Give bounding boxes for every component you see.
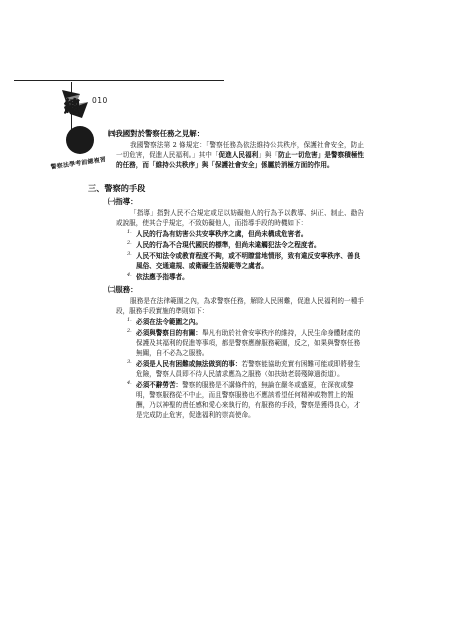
- service-paragraph: 服務是在法律範圍之內，為求警察任務，解除人民困難，促進人民福利的一種手段，服務手段實施的準則如下：: [116, 297, 364, 315]
- brand-subtitle: 警察法學考前總複習: [50, 156, 107, 171]
- list-item: 1. 必須在法令範圍之內。: [127, 317, 202, 326]
- sub-section-paragraph: 我國警察法第 2 條規定：「警察任務為依法維持公共秩序，保護社會安全，防止一切危害，促進人民福利。」其中「促進人民福利」與「防止一切危害」是警察積極性的任務，而「維持公共秩序」與「保護社會安全」係屬於消極方面的作用。: [116, 141, 365, 169]
- header-rule: [14, 80, 224, 81]
- guidance-heading: ㈠指導：: [108, 197, 138, 206]
- list-item: 3. 人民不知法令或教育程度不夠，或不明瞭當地情形，致有違反安寧秩序、善良風俗、交通違規、或衛礙生活規範等之虞者。: [127, 251, 361, 270]
- sub-section-heading: ㈣我國對於警察任務之見解：: [108, 129, 205, 138]
- list-item: 2. 必須與警察目的有關：舉凡有助於社會安寧秩序的維持，人民生命身體財產的保護及其福利的促進等事項，都是警察應辦服務範圍，反之，如果與警察任務無關，自不必為之服務。: [127, 328, 361, 357]
- page-number: 010: [92, 96, 108, 105]
- list-item: 3. 必須是人民有困難或無法做到的事：若警察能協助充實有困難可能或即將發生危險，警察人員即不待人民請求應為之服務（如扶助老弱殘障過街道）。: [127, 359, 361, 378]
- guidance-paragraph: 「指導」指對人民不合規定或足以妨礙他人的行為予以教導、糾正、制止、勸告或說服，使其合乎規定，不致妨礙他人，而指導手段的時機如下：: [116, 209, 364, 227]
- list-item: 2. 人民的行為不合現代國民的標準，但尚未違觸犯法令之程度者。: [127, 240, 321, 249]
- page-body: [88, 128, 365, 421]
- svg-text:總: 總: [64, 97, 81, 116]
- guidance-list: [128, 229, 364, 282]
- service-heading: ㈡服務：: [108, 285, 138, 294]
- list-item: 4. 依法應予指導者。: [127, 272, 189, 281]
- list-item: 1. 人民的行為有妨害公共安寧秩序之虞，但尚未構成危害者。: [127, 229, 308, 238]
- section-heading: 三、警察的手段: [88, 183, 146, 193]
- service-list: [128, 317, 364, 420]
- list-item: 4. 必須不辭勞苦：警察的服務是不講條件的，無論在嚴冬或盛夏，在深夜或黎明，警察服務從不中止，而且警察服務也不應該希望任何精神或物質上的報酬，乃以神聖的責任感和愛心來執行的，有服務的手段，警察是獲得良心，才是完成防止危害，促進福利的崇高使命。: [127, 380, 361, 419]
